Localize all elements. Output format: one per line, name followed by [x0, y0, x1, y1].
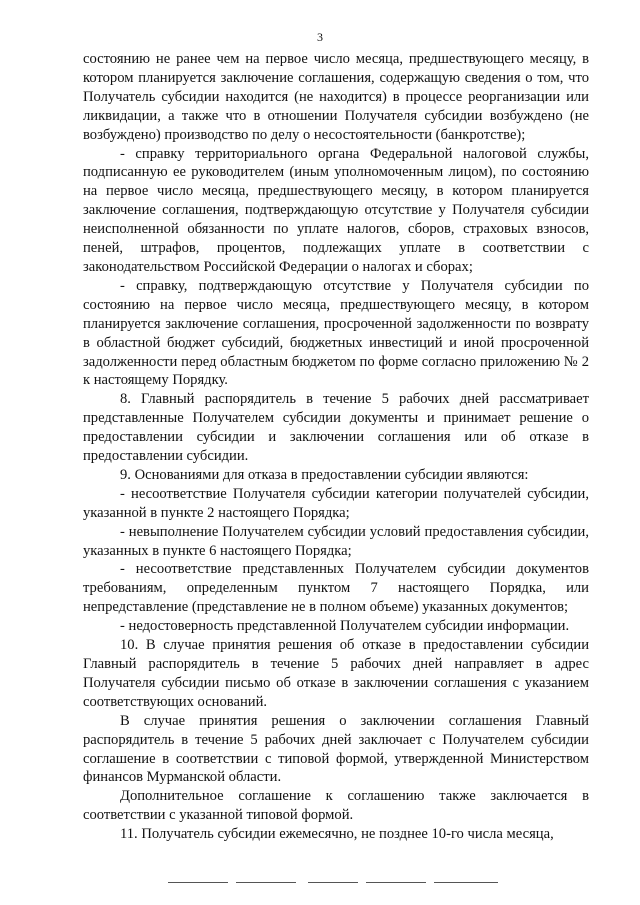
- paragraph-refusal-ground-category: - несоответствие Получателя субсидии категории получателей субсидии, указанной в пункте 2 настоящего Порядка;: [83, 485, 589, 521]
- footer-divider: [434, 882, 498, 883]
- paragraph-tax-certificate: - справку территориального органа Федеральной налоговой службы, подписанную ее руководителем (иным уполномоченным лицом), по состоянию на первое число месяца, предшествующего месяцу, в котором планируется заключение соглашения, подтверждающую отсутствие у Получателя субсидии неисполненной обязанности по уплате налогов, сборов, страховых взносов, пеней, штрафов, процентов, подлежащих уплате в соответствии с законодательством Российской Федерации о налогах и сборах;: [83, 145, 589, 275]
- paragraph-clause-10: 10. В случае принятия решения об отказе в предоставлении субсидии Главный распорядитель в течение 5 рабочих дней направляет в адрес Получателя субсидии письмо об отказе в заключении соглашения с указанием соответствующих оснований.: [83, 637, 589, 710]
- footer-divider: [308, 882, 358, 883]
- paragraph-refusal-ground-documents: - несоответствие представленных Получателем субсидии документов требованиям, определенным пунктом 7 настоящего Порядка, или непредставление (представление не в полном объеме) указанных документов;: [83, 561, 589, 616]
- paragraph-clause-9: 9. Основаниями для отказа в предоставлении субсидии являются:: [120, 466, 529, 483]
- paragraph-agreement-conclusion: В случае принятия решения о заключении соглашения Главный распорядитель в течение 5 рабочих дней заключает с Получателем субсидии соглашение в соответствии с типовой формой, утвержденной Министерством финансов Мурманской области.: [83, 712, 589, 786]
- paragraph-refusal-ground-conditions: - невыполнение Получателем субсидии условий предоставления субсидии, указанных в пункте 6 настоящего Порядка;: [83, 523, 589, 559]
- paragraph-refusal-ground-inaccuracy: - недостоверность представленной Получателем субсидии информации.: [120, 618, 570, 635]
- footer-divider: [366, 882, 426, 883]
- page-number: 3: [317, 30, 323, 44]
- paragraph-clause-11: 11. Получатель субсидии ежемесячно, не позднее 10-го числа месяца,: [120, 826, 554, 843]
- paragraph-supplementary-agreement: Дополнительное соглашение к соглашению также заключается в соответствии с указанной типовой формой.: [83, 788, 589, 824]
- paragraph-clause-8: 8. Главный распорядитель в течение 5 рабочих дней рассматривает представленные Получателем субсидии документы и принимает решение о предоставлении субсидии и заключении соглашения или об отказе в предоставлении субсидии.: [83, 391, 589, 465]
- paragraph-debt-certificate: - справку, подтверждающую отсутствие у Получателя субсидии по состоянию на первое число месяца, предшествующего месяцу, в котором планируется заключение соглашения, просроченной задолженности по возврату в областной бюджет субсидий, бюджетных инвестиций и иной просроченной задолженности перед областным бюджетом по форме согласно приложению № 2 к настоящему Порядку.: [83, 277, 589, 389]
- footer-divider: [168, 882, 228, 883]
- paragraph-company-status-tail: состоянию не ранее чем на первое число месяца, предшествующего месяцу, в котором планируется заключение соглашения, содержащую сведения о том, что Получатель субсидии находится (не находится) в процессе реорганизации или ликвидации, а также что в отношении Получателя субсидии возбуждено (не возбуждено) производство по делу о несостоятельности (банкротстве);: [83, 51, 589, 143]
- document-body: [83, 50, 589, 844]
- footer-divider: [236, 882, 296, 883]
